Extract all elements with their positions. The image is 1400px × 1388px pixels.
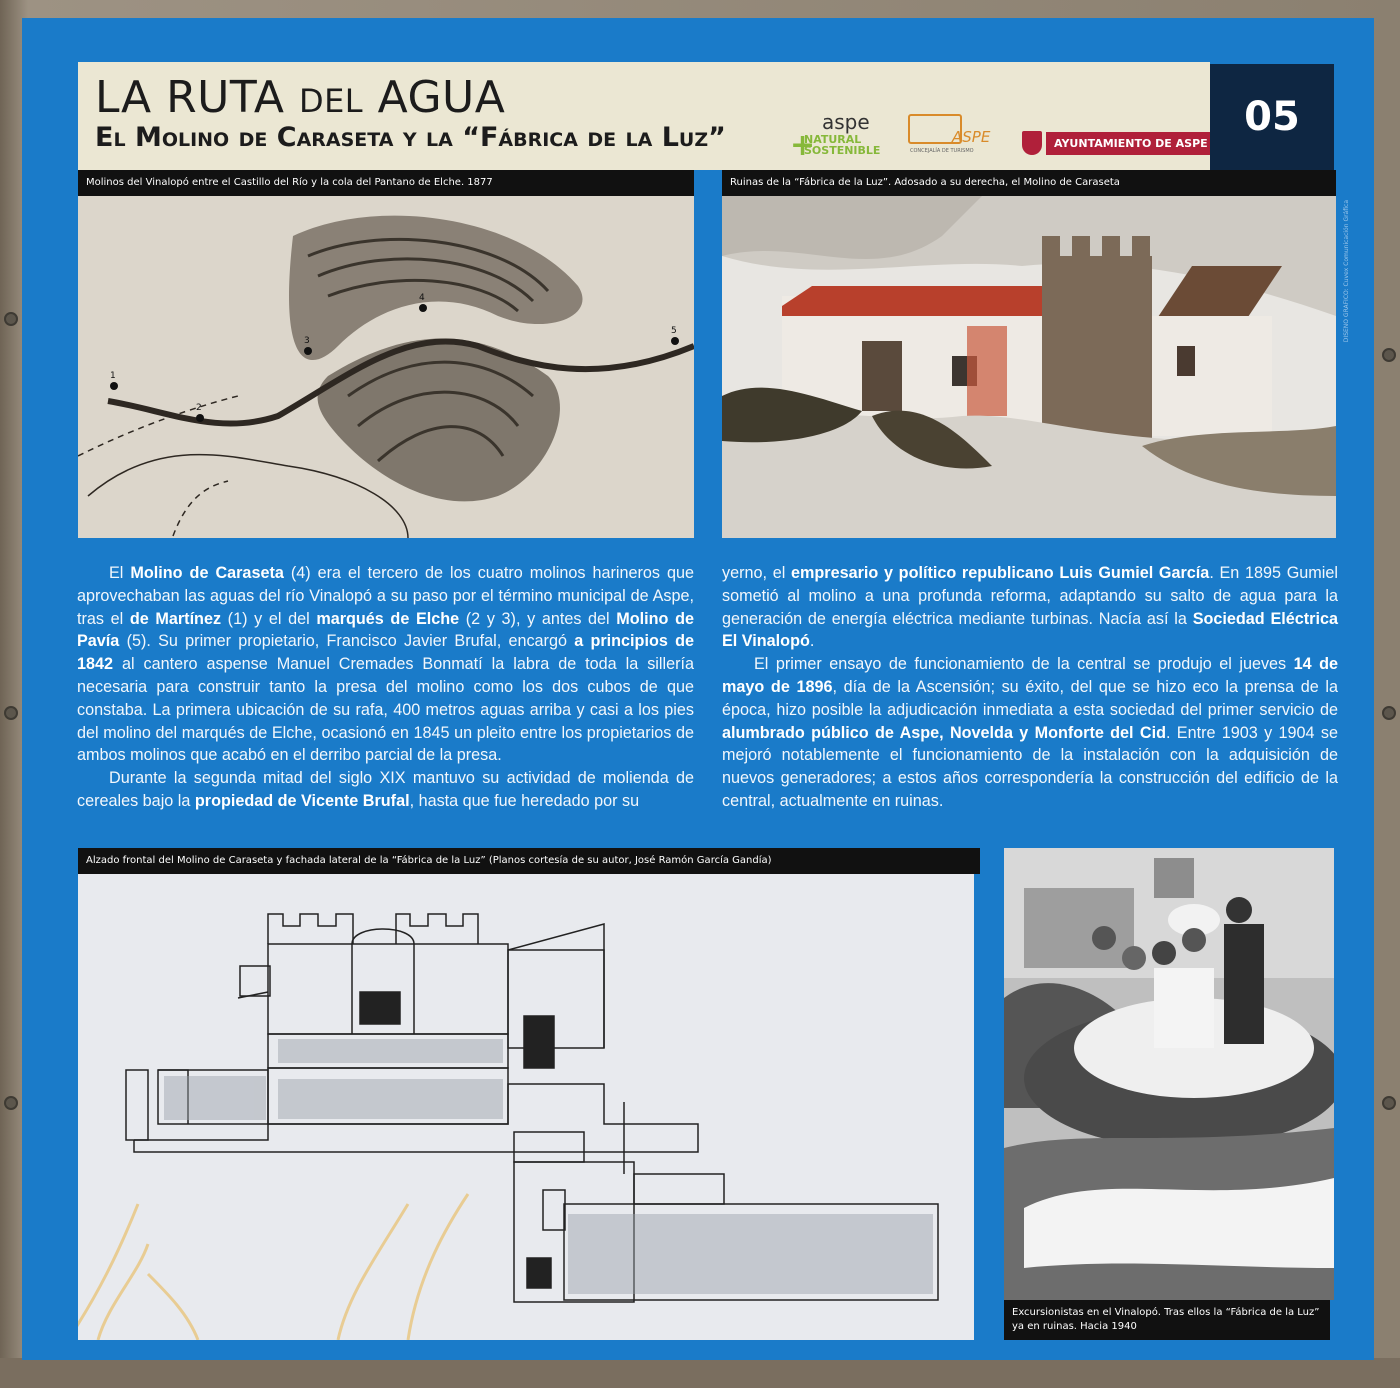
screw-icon — [1382, 1096, 1396, 1110]
elevation-caption: Alzado frontal del Molino de Caraseta y fachada lateral de la “Fábrica de la Luz” (Planos cortesía de su autor, José Ramón García Gandía) — [78, 848, 980, 874]
map-mill-3 — [304, 347, 312, 355]
turismo-logo-word: ASPE — [952, 128, 991, 146]
screw-icon — [4, 1096, 18, 1110]
aspe-logo-word: aspe — [822, 110, 870, 134]
body-paragraph: Durante la segunda mitad del siglo XIX mantuvo su actividad de molienda de cereales bajo la propiedad de Vicente Brufal, hasta que fue heredado por su — [77, 769, 694, 810]
map-mill-4 — [419, 304, 427, 312]
design-credit: DISEÑO GRÁFICO: Cuvex Comunicación Gráfica — [1343, 200, 1350, 343]
ayuntamiento-label: AYUNTAMIENTO DE ASPE — [1046, 132, 1216, 155]
map-mill-1 — [110, 382, 118, 390]
page-title: LA RUTA DEL AGUA — [95, 72, 506, 123]
map-caption: Molinos del Vinalopó entre el Castillo del Río y la cola del Pantano de Elche. 1877 — [78, 170, 694, 196]
turismo-logo-sub: CONCEJALÍA DE TURISMO — [910, 148, 974, 154]
body-paragraph: yerno, el empresario y político republicano Luis Gumiel García. En 1895 Gumiel sometió al molino a una profunda reforma, adaptando su salto de agua para la generación de energía eléctrica mediante turbinas. Nacía así la Sociedad Eléctrica El Vinalopó. — [722, 564, 1338, 651]
aspe-logo-sub: NATURAL SOSTENIBLE — [804, 133, 881, 157]
screw-icon — [1382, 706, 1396, 720]
ayuntamiento-logo — [1022, 130, 1216, 156]
bold-run: propiedad de Vicente Brufal — [194, 791, 410, 810]
body-paragraph: El primer ensayo de funcionamiento de la central se produjo el jueves 14 de mayo de 1896, día de la Ascensión; su éxito, del que se hizo eco la prensa de la época, hizo posible la adjudicación inmediata a esta sociedad del primer servicio de alumbrado público de Aspe, Novelda y Monforte del Cid. Entre 1903 y 1904 se mejoró notablemente el funcionamiento de la instalación con la adquisición de nuevos generadores; a estos años correspondería la construcción del edificio de la central, actualmente en ruinas. — [722, 655, 1339, 810]
ruins-photo — [722, 196, 1336, 538]
ruins-caption: Ruinas de la “Fábrica de la Luz”. Adosado a su derecha, el Molino de Caraseta — [722, 170, 1336, 196]
map-label-3: 3 — [304, 336, 310, 346]
hikers-caption-line2: ya en ruinas. Hacia 1940 — [1012, 1321, 1137, 1332]
page-subtitle: El Molino de Caraseta y la “Fábrica de la Luz” — [95, 122, 726, 153]
elevation-drawing — [78, 874, 974, 1340]
stop-number: 05 — [1210, 64, 1334, 170]
bold-run: empresario y político republicano Luis Gumiel García — [791, 564, 1210, 582]
bold-run: 14 de mayo de 1896 — [722, 655, 1338, 696]
screw-icon — [4, 706, 18, 720]
body-right-column — [722, 562, 1338, 813]
map-label-1: 1 — [110, 371, 116, 381]
body-left-column — [77, 562, 694, 813]
historic-map-image — [78, 196, 694, 538]
map-label-4: 4 — [419, 293, 425, 303]
bold-run: alumbrado público de Aspe, Novelda y Monforte del Cid — [722, 723, 1166, 742]
hikers-caption — [1004, 1300, 1330, 1340]
sign-frame-bottom — [0, 1358, 1400, 1388]
plus-icon: + — [790, 128, 816, 163]
hikers-caption-line1: Excursionistas en el Vinalopó. Tras ellos la “Fábrica de la Luz” — [1012, 1307, 1320, 1318]
bold-run: Molino de Pavía — [77, 609, 694, 651]
map-label-5: 5 — [671, 326, 677, 336]
map-mill-2 — [196, 414, 204, 422]
hikers-photo — [1004, 848, 1334, 1300]
bold-run: marqués de Elche — [316, 609, 460, 628]
map-mill-5 — [671, 337, 679, 345]
bold-run: a principios de 1842 — [77, 632, 694, 674]
bold-run: Molino de Caraseta — [130, 564, 284, 582]
aspe-natural-logo — [790, 110, 890, 163]
screw-icon — [4, 312, 18, 326]
crest-icon — [1022, 131, 1042, 155]
map-label-2: 2 — [196, 403, 202, 413]
turismo-logo — [908, 112, 994, 156]
body-paragraph: El Molino de Caraseta (4) era el tercero de los cuatro molinos harineros que aprovechaban las aguas del río Vinalopó a su paso por el término municipal de Aspe, tras el de Martínez (1) y el del marqués de Elche (2 y 3), y antes del Molino de Pavía (5). Su primer propietario, Francisco Javier Brufal, encargó a principios de 1842 al cantero aspense Manuel Cremades Bonmatí la labra de toda la sillería necesaria para construir tanto la presa del molino como los dos cubos de que constaba. La primera ubicación de su rafa, 400 metros aguas arriba y casi a los pies del molino del marqués de Elche, ocasionó en 1845 un pleito entre los propietarios de ambos molinos que acabó en el derribo parcial de la presa. — [77, 564, 694, 765]
bold-run: Sociedad Eléctrica El Vinalopó — [722, 609, 1338, 651]
screw-icon — [1382, 348, 1396, 362]
bold-run: de Martínez — [129, 609, 222, 628]
